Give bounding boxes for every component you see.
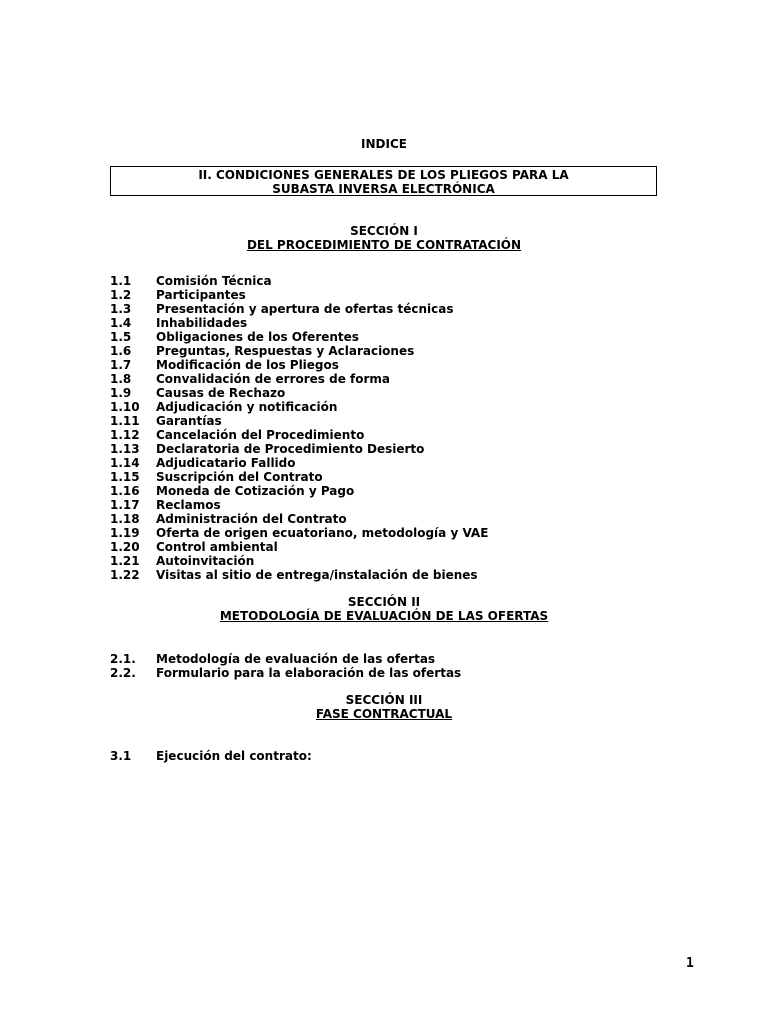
- toc-text: Control ambiental: [156, 540, 278, 554]
- toc-number: 1.14: [110, 456, 140, 470]
- toc-text: Visitas al sitio de entrega/instalación de bienes: [156, 568, 478, 582]
- toc-row: [110, 372, 670, 386]
- toc-text: Suscripción del Contrato: [156, 470, 323, 484]
- toc-row: [110, 344, 670, 358]
- page-number: 1: [686, 956, 694, 971]
- toc-text: Formulario para la elaboración de las ofertas: [156, 666, 462, 680]
- section-3-subheading: FASE CONTRACTUAL: [315, 707, 453, 721]
- toc-number: 1.21: [110, 554, 140, 568]
- toc-row: [110, 414, 670, 428]
- toc-row: [110, 498, 670, 512]
- toc-text: Adjudicatario Fallido: [156, 456, 296, 470]
- toc-text: Obligaciones de los Oferentes: [156, 330, 359, 344]
- toc-text: Administración del Contrato: [156, 512, 347, 526]
- toc-number: 1.19: [110, 526, 140, 540]
- toc-number: 1.6: [110, 344, 132, 358]
- toc-text: Causas de Rechazo: [156, 386, 286, 400]
- toc-number: 1.1: [110, 274, 132, 288]
- toc-number: 3.1: [110, 749, 132, 763]
- toc-row: [110, 456, 670, 470]
- toc-number: 1.13: [110, 442, 140, 456]
- toc-number: 1.12: [110, 428, 140, 442]
- toc-number: 1.7: [110, 358, 132, 372]
- toc-text: Preguntas, Respuestas y Aclaraciones: [156, 344, 415, 358]
- title-box: [110, 166, 657, 196]
- section-1-heading: SECCIÓN I: [350, 224, 418, 238]
- toc-row: [110, 540, 670, 554]
- title-box-line-2: SUBASTA INVERSA ELECTRÓNICA: [272, 182, 495, 196]
- toc-text: Cancelación del Procedimiento: [156, 428, 365, 442]
- toc-number: 1.18: [110, 512, 140, 526]
- toc-row: [110, 512, 670, 526]
- toc-row: [110, 288, 670, 302]
- toc-row: [110, 400, 670, 414]
- toc-row: [110, 666, 670, 680]
- section-2-list: [110, 652, 670, 680]
- section-1-list: [110, 274, 670, 582]
- toc-text: Metodología de evaluación de las ofertas: [156, 652, 436, 666]
- section-2-header: [0, 595, 768, 623]
- toc-number: 1.9: [110, 386, 132, 400]
- section-1-header: [0, 224, 768, 252]
- toc-row: [110, 470, 670, 484]
- toc-number: 1.3: [110, 302, 132, 316]
- section-3-header: [0, 693, 768, 721]
- toc-text: Autoinvitación: [156, 554, 255, 568]
- toc-row: [110, 428, 670, 442]
- section-3-heading: SECCIÓN III: [345, 693, 423, 707]
- toc-number: 1.15: [110, 470, 140, 484]
- toc-row: [110, 652, 670, 666]
- toc-row: [110, 386, 670, 400]
- toc-text: Garantías: [156, 414, 222, 428]
- toc-text: Adjudicación y notificación: [156, 400, 338, 414]
- toc-row: [110, 358, 670, 372]
- toc-number: 2.1.: [110, 652, 136, 666]
- section-2-subheading: METODOLOGÍA DE EVALUACIÓN DE LAS OFERTAS: [219, 609, 549, 623]
- toc-row: [110, 442, 670, 456]
- toc-number: 1.11: [110, 414, 140, 428]
- toc-row: [110, 484, 670, 498]
- toc-row: [110, 316, 670, 330]
- toc-row: [110, 274, 670, 288]
- toc-number: 1.10: [110, 400, 140, 414]
- toc-text: Moneda de Cotización y Pago: [156, 484, 355, 498]
- toc-number: 1.20: [110, 540, 140, 554]
- toc-number: 1.4: [110, 316, 132, 330]
- section-2-heading: SECCIÓN II: [347, 595, 421, 609]
- section-1-subheading: DEL PROCEDIMIENTO DE CONTRATACIÓN: [246, 238, 522, 252]
- toc-row: [110, 526, 670, 540]
- toc-number: 1.2: [110, 288, 132, 302]
- toc-row: [110, 302, 670, 316]
- toc-row: [110, 554, 670, 568]
- title-box-line-1: II. CONDICIONES GENERALES DE LOS PLIEGOS PARA LA: [198, 168, 569, 182]
- toc-text: Comisión Técnica: [156, 274, 272, 288]
- toc-row: [110, 330, 670, 344]
- toc-number: 1.5: [110, 330, 132, 344]
- toc-number: 1.22: [110, 568, 140, 582]
- toc-row: [110, 749, 670, 763]
- toc-row: [110, 568, 670, 582]
- toc-text: Presentación y apertura de ofertas técnicas: [156, 302, 454, 316]
- page-title: INDICE: [361, 137, 407, 151]
- toc-text: Inhabilidades: [156, 316, 248, 330]
- toc-text: Reclamos: [156, 498, 221, 512]
- toc-text: Modificación de los Pliegos: [156, 358, 339, 372]
- toc-text: Ejecución del contrato:: [156, 749, 312, 763]
- toc-text: Declaratoria de Procedimiento Desierto: [156, 442, 425, 456]
- toc-text: Participantes: [156, 288, 246, 302]
- toc-number: 1.8: [110, 372, 132, 386]
- toc-number: 1.17: [110, 498, 140, 512]
- toc-number: 1.16: [110, 484, 140, 498]
- toc-number: 2.2.: [110, 666, 136, 680]
- section-3-list: [110, 749, 670, 763]
- toc-text: Convalidación de errores de forma: [156, 372, 391, 386]
- toc-text: Oferta de origen ecuatoriano, metodología y VAE: [156, 526, 489, 540]
